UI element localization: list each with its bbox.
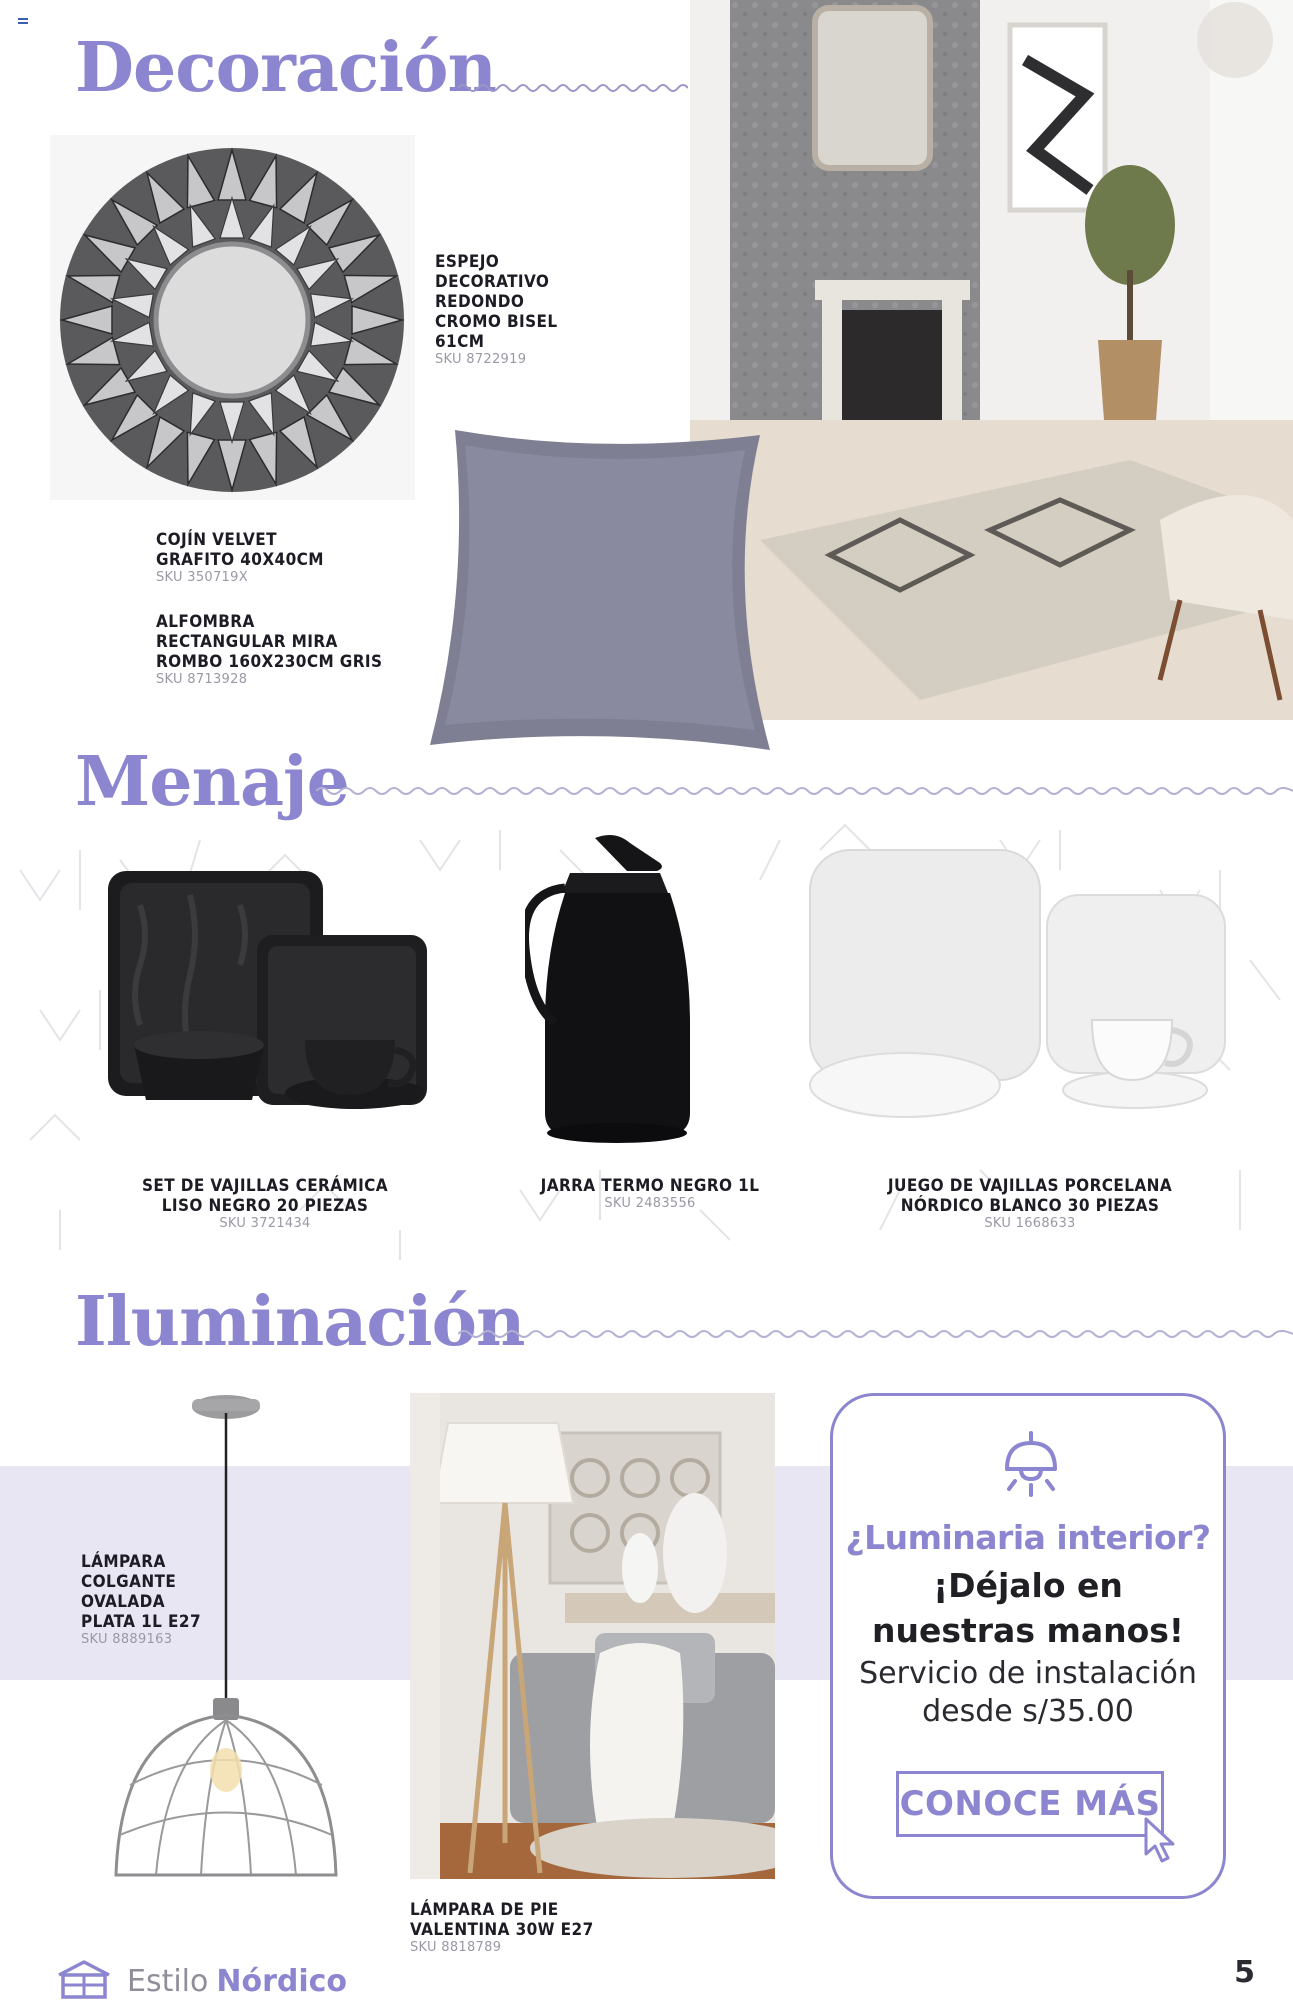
product-sku: SKU 8713928 [156,672,248,687]
product-name: JARRA TERMO NEGRO 1L [540,1176,760,1196]
ceiling-lamp-icon [1001,1431,1061,1501]
service-headline-2: nuestras manos! [872,1611,1184,1650]
product-lampara-colgante [81,1552,201,1648]
product-sku: SKU 3721434 [219,1216,311,1231]
product-lampara-pie [410,1900,594,1956]
product-sku: SKU 1668633 [984,1216,1076,1231]
round-mirror-image [50,135,415,500]
product-alfombra [156,612,382,688]
footer-brand [55,1955,347,1999]
product-name: LÁMPARA COLGANTE OVALADA PLATA 1L E27 [81,1552,201,1632]
living-room-photo [690,0,1293,720]
section-title-menaje: Menaje [75,742,349,822]
installation-service-card [830,1393,1226,1899]
product-sku: SKU 8722919 [435,352,527,367]
product-vajilla-negra [100,1176,430,1232]
product-jarra [480,1176,820,1212]
velvet-cushion-image [425,425,775,755]
wavy-divider [458,1324,1293,1344]
white-dish-set-image [805,845,1230,1135]
product-vajilla-blanca [840,1176,1220,1232]
product-name: JUEGO DE VAJILLAS PORCELANA NÓRDICO BLANCO 30 PIEZAS [887,1176,1173,1216]
service-question: ¿Luminaria interior? [845,1518,1211,1557]
product-sku: SKU 2483556 [604,1196,696,1211]
brand-word-nordico: Nórdico [216,1964,348,1999]
flag-icon [18,18,28,24]
product-name: SET DE VAJILLAS CERÁMICA LISO NEGRO 20 PIEZAS [141,1176,389,1216]
thermos-jug-image [525,833,705,1148]
service-headline-1: ¡Déjalo en [933,1566,1123,1605]
product-espejo [435,252,558,368]
house-icon [55,1959,113,1999]
page-number: 5 [1234,1955,1255,1990]
product-name: ESPEJO DECORATIVO REDONDO CROMO BISEL 61CM [435,252,558,352]
wavy-divider [458,78,688,98]
product-sku: SKU 350719X [156,570,248,585]
product-sku: SKU 8818789 [410,1940,502,1955]
service-subtitle-1: Servicio de instalación [859,1656,1197,1691]
floor-lamp-photo [410,1393,775,1879]
black-dish-set-image [100,865,430,1130]
product-name: LÁMPARA DE PIE VALENTINA 30W E27 [410,1900,594,1940]
wavy-divider [316,781,1293,801]
product-cojin [156,530,324,586]
cursor-pointer-icon [1143,1816,1179,1864]
section-title-iluminacion: Iluminación [75,1282,525,1362]
brand-word-estilo: Estilo [127,1964,209,1999]
section-title-decoracion: Decoración [75,28,496,108]
product-name: ALFOMBRA RECTANGULAR MIRA ROMBO 160X230CM GRIS [156,612,383,672]
product-sku: SKU 8889163 [81,1632,173,1647]
cta-label: CONOCE MÁS [899,1784,1161,1824]
conoce-mas-button[interactable] [896,1771,1164,1837]
product-name: COJÍN VELVET GRAFITO 40X40CM [156,530,324,570]
service-subtitle-2: desde s/35.00 [922,1694,1134,1729]
